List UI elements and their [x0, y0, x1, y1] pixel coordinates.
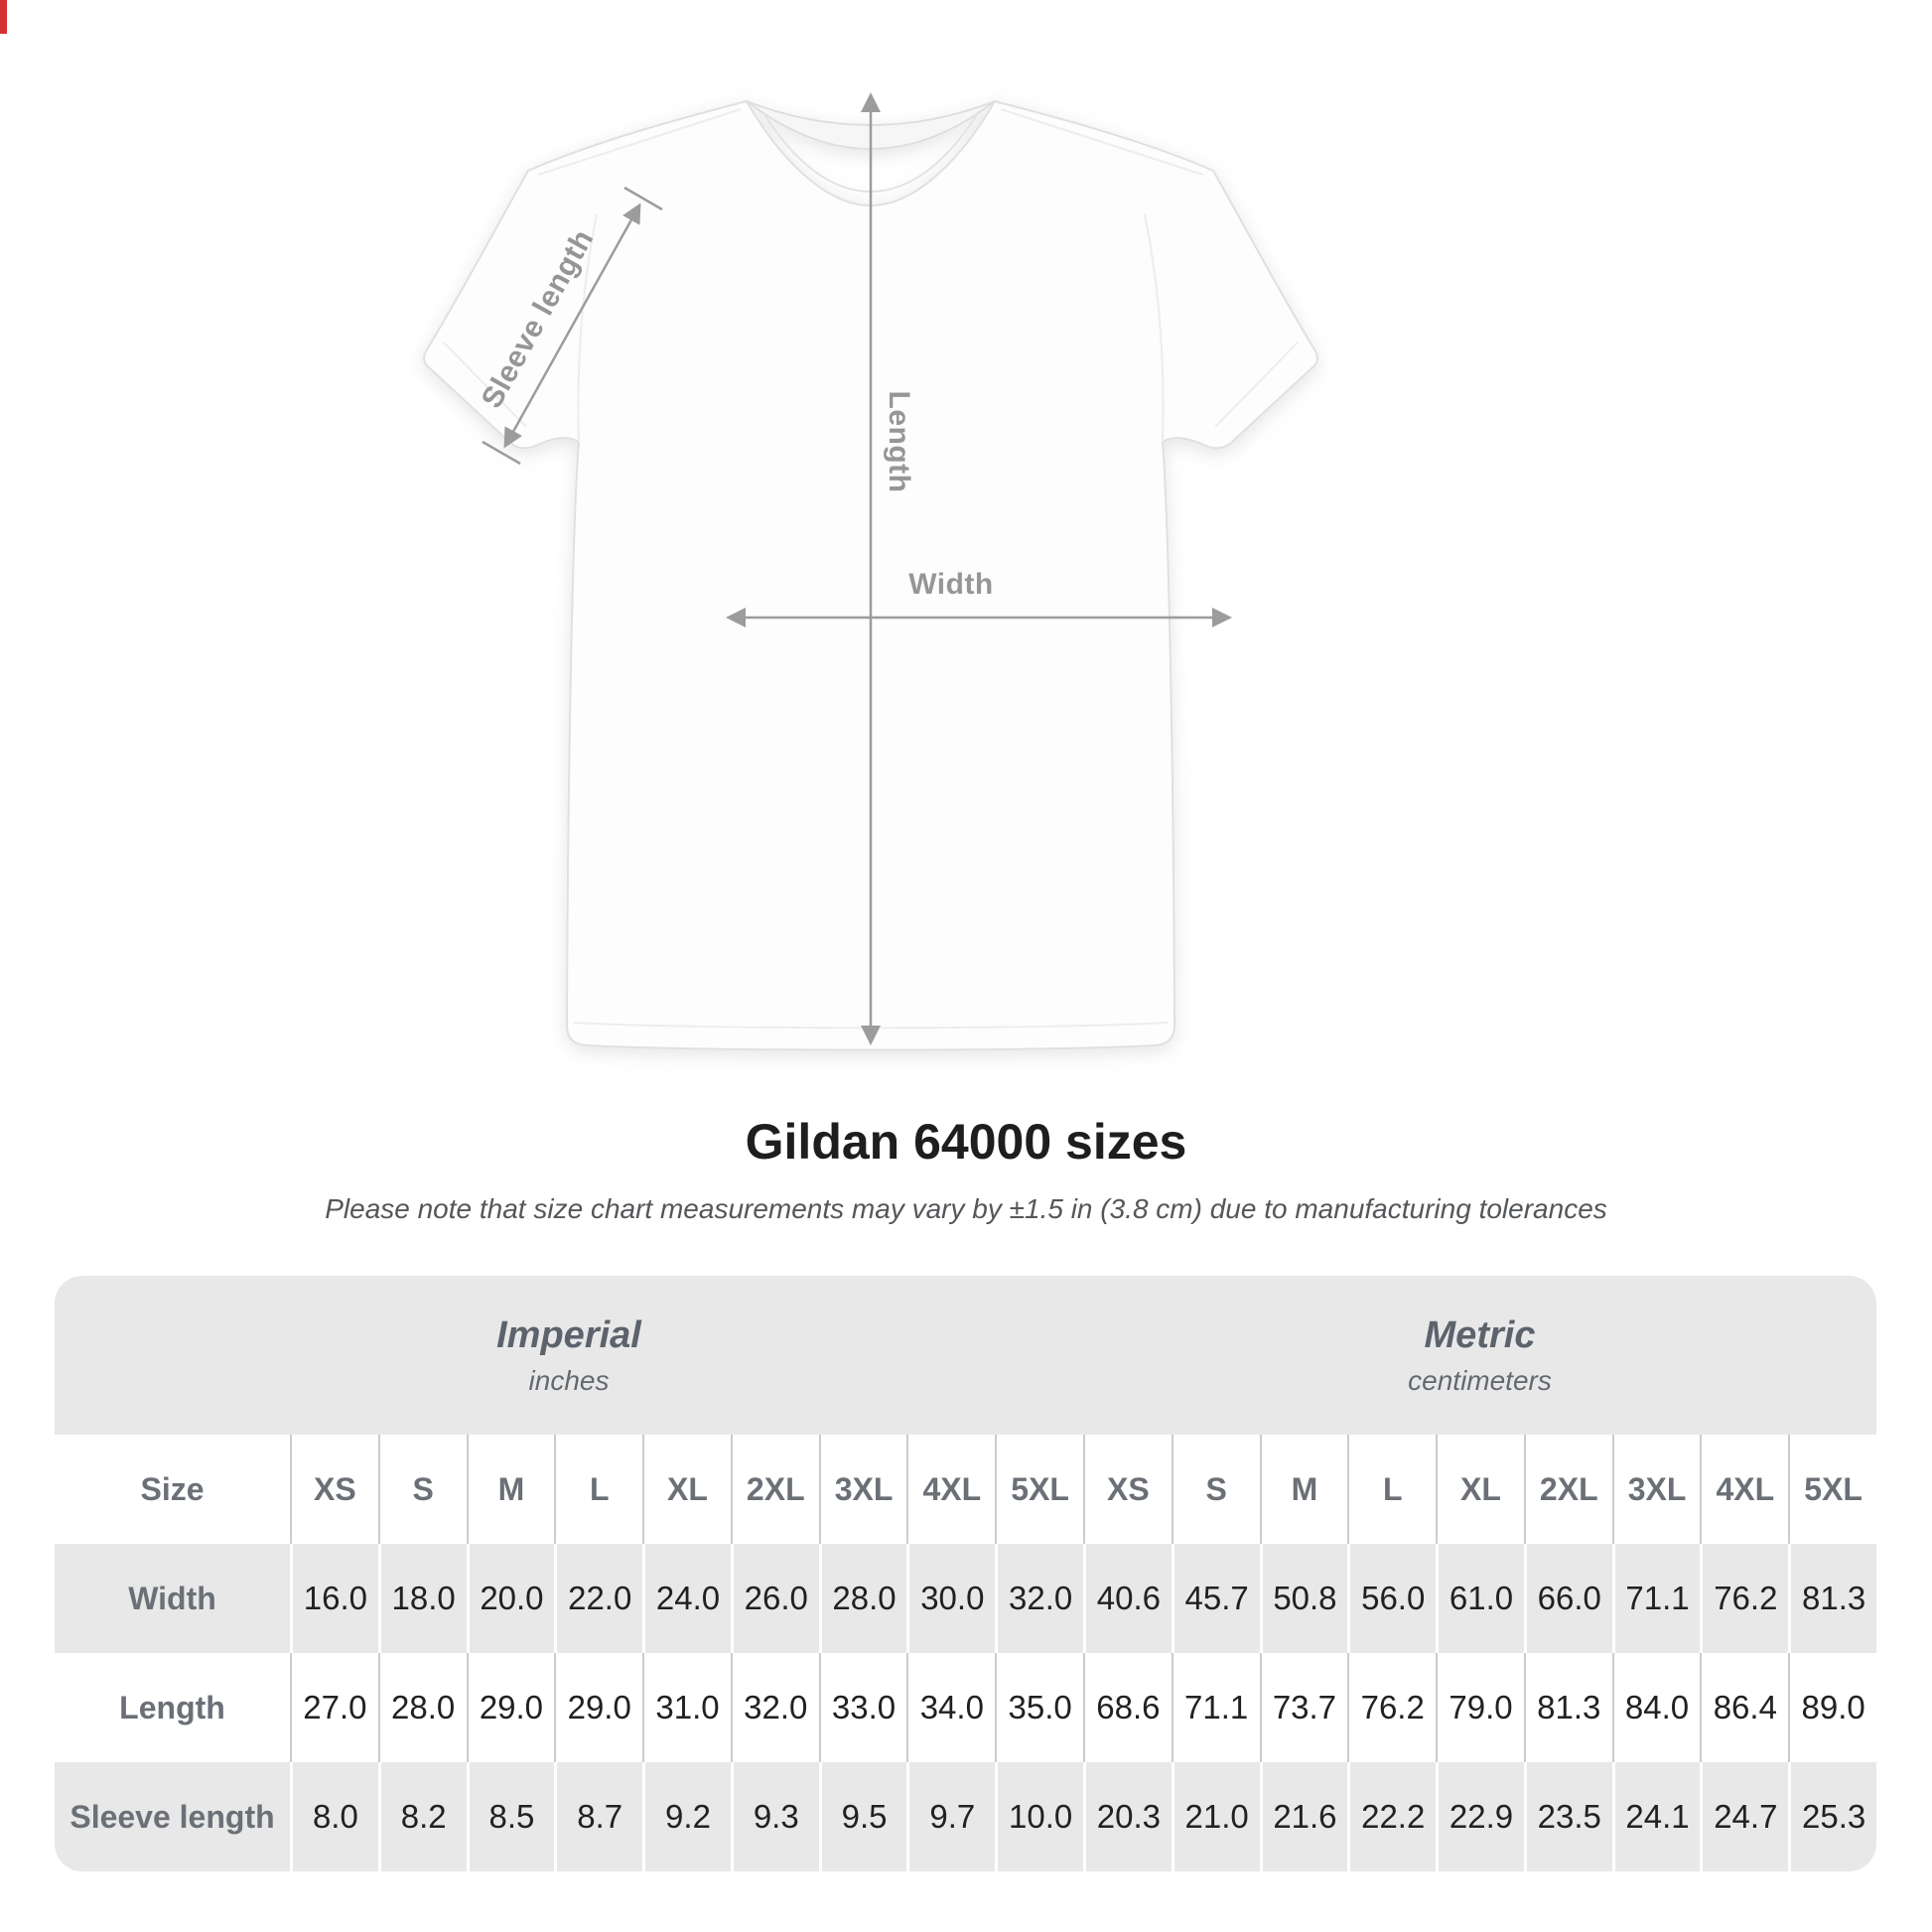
value-cell-imperial: 26.0: [731, 1544, 819, 1653]
size-column-header: Size: [55, 1435, 290, 1544]
size-header-cell-imperial: L: [554, 1435, 642, 1544]
value-cell-imperial: 22.0: [554, 1544, 642, 1653]
value-cell-imperial: 16.0: [290, 1544, 378, 1653]
value-cell-imperial: 32.0: [995, 1544, 1083, 1653]
value-cell-imperial: 9.7: [906, 1762, 995, 1871]
size-header-cell-metric: 5XL: [1788, 1435, 1876, 1544]
imperial-unit: inches: [528, 1364, 610, 1396]
size-header-cell-imperial: XS: [290, 1435, 378, 1544]
size-header-cell-imperial: 5XL: [995, 1435, 1083, 1544]
size-header-cell-metric: L: [1347, 1435, 1436, 1544]
value-cell-metric: 81.3: [1524, 1653, 1612, 1762]
value-cell-metric: 68.6: [1083, 1653, 1172, 1762]
size-header-cell-imperial: S: [378, 1435, 467, 1544]
size-header-cell-imperial: 4XL: [906, 1435, 995, 1544]
size-header-cell-imperial: XL: [642, 1435, 731, 1544]
imperial-label: Imperial: [496, 1313, 641, 1356]
value-cell-metric: 66.0: [1524, 1544, 1612, 1653]
value-cell-metric: 81.3: [1788, 1544, 1876, 1653]
value-cell-imperial: 8.7: [554, 1762, 642, 1871]
value-cell-imperial: 28.0: [819, 1544, 907, 1653]
value-cell-metric: 71.1: [1172, 1653, 1260, 1762]
value-cell-imperial: 29.0: [467, 1653, 555, 1762]
value-cell-imperial: 9.2: [642, 1762, 731, 1871]
metric-label: Metric: [1424, 1313, 1536, 1356]
value-cell-imperial: 30.0: [906, 1544, 995, 1653]
row-label: Sleeve length: [55, 1762, 290, 1871]
size-header-cell-metric: M: [1260, 1435, 1348, 1544]
value-cell-metric: 76.2: [1347, 1653, 1436, 1762]
metric-unit: centimeters: [1408, 1364, 1552, 1396]
value-cell-imperial: 9.3: [731, 1762, 819, 1871]
value-cell-imperial: 34.0: [906, 1653, 995, 1762]
size-header-cell-metric: 4XL: [1700, 1435, 1788, 1544]
value-cell-imperial: 35.0: [995, 1653, 1083, 1762]
page-title: Gildan 64000 sizes: [745, 1114, 1187, 1170]
value-cell-imperial: 10.0: [995, 1762, 1083, 1871]
value-cell-imperial: 27.0: [290, 1653, 378, 1762]
value-cell-metric: 23.5: [1524, 1762, 1612, 1871]
value-cell-metric: 79.0: [1436, 1653, 1524, 1762]
row-label: Width: [55, 1544, 290, 1653]
value-cell-metric: 71.1: [1612, 1544, 1701, 1653]
value-cell-metric: 22.2: [1347, 1762, 1436, 1871]
value-cell-imperial: 33.0: [819, 1653, 907, 1762]
value-cell-imperial: 18.0: [378, 1544, 467, 1653]
value-cell-metric: 56.0: [1347, 1544, 1436, 1653]
value-cell-metric: 21.6: [1260, 1762, 1348, 1871]
imperial-header: [55, 1276, 1083, 1435]
value-cell-metric: 45.7: [1172, 1544, 1260, 1653]
value-cell-metric: 40.6: [1083, 1544, 1172, 1653]
value-cell-metric: 25.3: [1788, 1762, 1876, 1871]
size-header-cell-metric: 3XL: [1612, 1435, 1701, 1544]
size-table: [55, 1276, 1876, 1871]
value-cell-metric: 22.9: [1436, 1762, 1524, 1871]
value-cell-metric: 21.0: [1172, 1762, 1260, 1871]
value-cell-metric: 73.7: [1260, 1653, 1348, 1762]
size-header-cell-metric: S: [1172, 1435, 1260, 1544]
size-header-cell-metric: 2XL: [1524, 1435, 1612, 1544]
size-header-cell-imperial: 3XL: [819, 1435, 907, 1544]
value-cell-imperial: 32.0: [731, 1653, 819, 1762]
value-cell-imperial: 20.0: [467, 1544, 555, 1653]
sleeve-length-label: Sleeve length: [475, 223, 601, 414]
metric-header: [1083, 1276, 1876, 1435]
value-cell-metric: 84.0: [1612, 1653, 1701, 1762]
value-cell-imperial: 24.0: [642, 1544, 731, 1653]
value-cell-imperial: 28.0: [378, 1653, 467, 1762]
length-label: Length: [883, 390, 916, 493]
value-cell-imperial: 9.5: [819, 1762, 907, 1871]
size-header-cell-metric: XS: [1083, 1435, 1172, 1544]
value-cell-metric: 20.3: [1083, 1762, 1172, 1871]
size-header-cell-metric: XL: [1436, 1435, 1524, 1544]
value-cell-metric: 24.1: [1612, 1762, 1701, 1871]
value-cell-imperial: 8.0: [290, 1762, 378, 1871]
value-cell-metric: 89.0: [1788, 1653, 1876, 1762]
size-header-cell-imperial: M: [467, 1435, 555, 1544]
row-label: Length: [55, 1653, 290, 1762]
tolerance-note: Please note that size chart measurements may vary by ±1.5 in (3.8 cm) due to manufacturing tolerances: [325, 1193, 1607, 1224]
value-cell-imperial: 8.5: [467, 1762, 555, 1871]
value-cell-imperial: 29.0: [554, 1653, 642, 1762]
size-header-cell-imperial: 2XL: [731, 1435, 819, 1544]
value-cell-metric: 76.2: [1700, 1544, 1788, 1653]
value-cell-metric: 50.8: [1260, 1544, 1348, 1653]
value-cell-imperial: 8.2: [378, 1762, 467, 1871]
value-cell-metric: 24.7: [1700, 1762, 1788, 1871]
value-cell-imperial: 31.0: [642, 1653, 731, 1762]
value-cell-metric: 86.4: [1700, 1653, 1788, 1762]
value-cell-metric: 61.0: [1436, 1544, 1524, 1653]
width-label: Width: [908, 568, 994, 601]
